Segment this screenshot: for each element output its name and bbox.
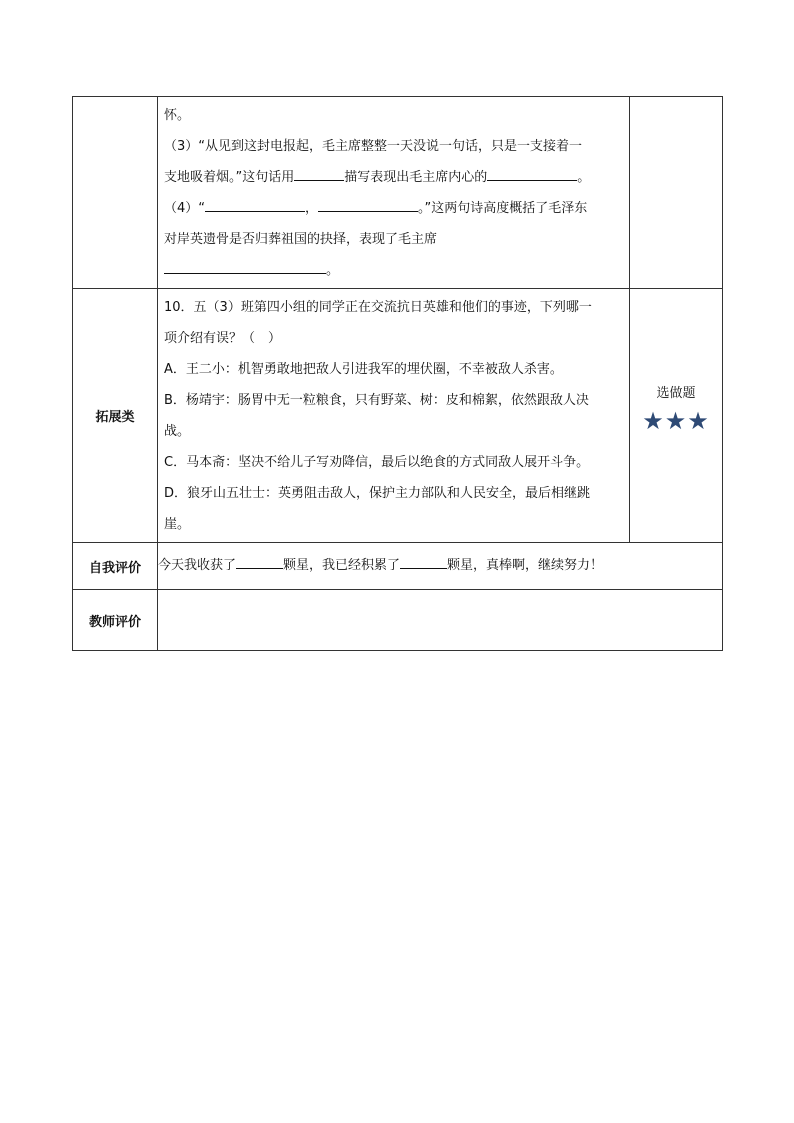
text-line: 怀。 bbox=[164, 108, 191, 123]
category-label-extension: 拓展类 bbox=[73, 289, 158, 543]
answer-blank[interactable] bbox=[318, 197, 418, 212]
stars-earned-blank[interactable] bbox=[236, 554, 283, 569]
teacher-evaluation-cell[interactable] bbox=[158, 590, 723, 651]
answer-blank[interactable] bbox=[164, 259, 326, 274]
empty-side-cell bbox=[630, 97, 723, 289]
question-content-cell bbox=[158, 289, 630, 543]
q4-line-3: 。 bbox=[164, 255, 625, 286]
star-rating-icon: ★★★ bbox=[642, 407, 710, 435]
q10-line-2: 项介绍有误？（ ） bbox=[164, 331, 282, 346]
self-evaluation-row bbox=[73, 543, 723, 590]
q4-line-2: 对岸英遗骨是否归葬祖国的抉择，表现了毛主席 bbox=[164, 232, 438, 247]
answer-blank[interactable] bbox=[294, 166, 344, 181]
worksheet-table bbox=[72, 96, 723, 651]
optional-label: 选做题 bbox=[656, 386, 696, 401]
option-d-line-1: D．狼牙山五壮士：英勇阻击敌人，保护主力部队和人民安全，最后相继跳 bbox=[164, 486, 591, 501]
q4-line-1: （4）“ ， 。”这两句诗高度概括了毛泽东 bbox=[164, 193, 625, 224]
optional-question-cell bbox=[630, 289, 723, 543]
option-c: C．马本斋：坚决不给儿子写劝降信，最后以绝食的方式同敌人展开斗争。 bbox=[164, 455, 590, 470]
category-label-self-eval: 自我评价 bbox=[73, 543, 158, 590]
option-b-line-1: B．杨靖宇：肠胃中无一粒粮食，只有野菜、树：皮和棉絮，依然跟敌人决 bbox=[164, 393, 589, 408]
option-d-line-2: 崖。 bbox=[164, 517, 191, 532]
question-continuation-row bbox=[73, 97, 723, 289]
category-label-teacher-eval: 教师评价 bbox=[73, 590, 158, 651]
q3-line-2: 支地吸着烟。”这句话用 描写表现出毛主席内心的 。 bbox=[164, 162, 625, 193]
stars-total-blank[interactable] bbox=[400, 554, 447, 569]
option-b-line-2: 战。 bbox=[164, 424, 191, 439]
extension-row bbox=[73, 289, 723, 543]
question-content-cell bbox=[158, 97, 630, 289]
q10-line-1: 10．五（3）班第四小组的同学正在交流抗日英雄和他们的事迹，下列哪一 bbox=[164, 300, 592, 315]
empty-category-cell bbox=[73, 97, 158, 289]
teacher-evaluation-row bbox=[73, 590, 723, 651]
option-a: A．王二小：机智勇敢地把敌人引进我军的埋伏圈，不幸被敌人杀害。 bbox=[164, 362, 563, 377]
answer-blank[interactable] bbox=[205, 197, 305, 212]
answer-blank[interactable] bbox=[487, 166, 577, 181]
q3-line-1: （3）“从见到这封电报起，毛主席整整一天没说一句话，只是一支接着一 bbox=[164, 139, 583, 154]
self-evaluation-cell: 今天我收获了 颗星，我已经积累了 颗星，真棒啊，继续努力！ bbox=[158, 543, 723, 590]
